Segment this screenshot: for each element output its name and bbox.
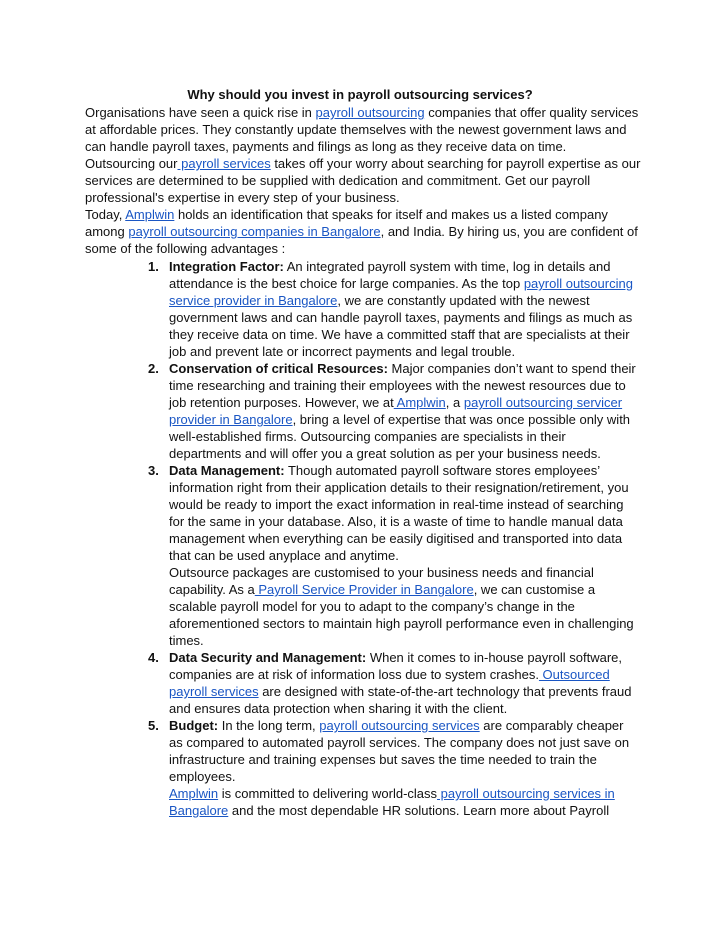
text-run: , a	[445, 395, 464, 410]
list-item	[118, 462, 638, 649]
intro-paragraph-3	[85, 206, 645, 257]
page-title: Why should you invest in payroll outsourcing services?	[187, 87, 533, 102]
list-number: 5.	[148, 718, 159, 733]
text-run: Outsource packages are customised to your business needs and financial capability. As a	[169, 565, 594, 597]
text-run: Major companies don’t want to spend their time researching and training their employees with the newest resources due to job retention purposes. However, we at	[169, 361, 636, 410]
text-run: Outsourcing our	[85, 156, 178, 171]
link-payroll-service-provider-bangalore[interactable]: Payroll Service Provider in Bangalore	[254, 582, 474, 597]
item-paragraph-continued	[169, 785, 638, 819]
text-run: are designed with state-of-the-art technology that prevents fraud and ensures data protection when sharing it with the client.	[169, 684, 632, 716]
item-heading: Integration Factor:	[169, 259, 284, 274]
item-heading: Data Management:	[169, 463, 285, 478]
text-run: is committed to delivering world-class	[218, 786, 438, 801]
list-item	[118, 258, 638, 360]
text-run: takes off your worry about searching for payroll expertise as our services are determined to be supplied with dedication and commitment. Get our payroll professional's expertise in every step of your business.	[85, 156, 641, 205]
link-amplwin[interactable]: Amplwin	[169, 786, 219, 801]
item-heading: Data Security and Management:	[169, 650, 367, 665]
link-amplwin[interactable]: Amplwin	[393, 395, 446, 410]
text-run: are comparably cheaper as compared to automated payroll services. The company does not just save on infrastructure and training expenses but saves the time needed to train the employees.	[169, 718, 630, 784]
item-heading: Budget:	[169, 718, 219, 733]
link-payroll-companies-bangalore[interactable]: payroll outsourcing companies in Bangalore	[128, 224, 381, 239]
link-payroll-outsourcing-services-bangalore[interactable]: payroll outsourcing services in Bangalore	[169, 786, 615, 818]
link-outsourced-payroll-services[interactable]: Outsourced payroll services	[169, 667, 610, 699]
text-run: companies that offer quality services at affordable prices. They constantly update themselves with the newest government laws and can handle payroll taxes, payments and filings as long as they receive data on time.	[85, 105, 639, 154]
link-amplwin[interactable]: Amplwin	[125, 207, 175, 222]
item-paragraph	[169, 649, 638, 717]
text-run: , we can customise a scalable payroll model for you to adapt to the company’s change in the aforementioned sectors to maintain high payroll performance even in challenging times.	[169, 582, 634, 648]
item-paragraph	[169, 717, 638, 785]
list-item	[118, 360, 638, 462]
link-payroll-outsourcing-services[interactable]: payroll outsourcing services	[319, 718, 480, 733]
intro-section	[85, 104, 645, 257]
link-service-provider-bangalore[interactable]: payroll outsourcing service provider in Bangalore	[169, 276, 633, 308]
text-run: When it comes to in-house payroll software, companies are at risk of information loss due to system crashes.	[169, 650, 622, 682]
link-payroll-outsourcing[interactable]: payroll outsourcing	[315, 105, 425, 120]
list-number: 4.	[148, 650, 159, 665]
advantages-list	[118, 258, 638, 819]
text-run: Organisations have seen a quick rise in	[85, 105, 316, 120]
text-run: In the long term,	[218, 718, 320, 733]
intro-paragraph-1	[85, 104, 645, 155]
list-item	[118, 717, 638, 819]
item-paragraph	[169, 360, 638, 462]
link-payroll-services[interactable]: payroll services	[177, 156, 271, 171]
item-paragraph	[169, 462, 638, 564]
item-paragraph-continued	[169, 564, 638, 649]
text-run: holds an identification that speaks for itself and makes us a listed company among	[85, 207, 608, 239]
list-item	[118, 649, 638, 717]
text-run: An integrated payroll system with time, log in details and attendance is the best choice for large companies. As the top	[169, 259, 611, 291]
text-run: , we are constantly updated with the newest government laws and can handle payroll taxes, payments and filings as much as they receive data on time. We have a committed staff that are specialists at their job and prevent late or incorrect payments and legal trouble.	[169, 293, 633, 359]
text-run: , bring a level of expertise that was once possible only with well-established firms. Outsourcing companies are specialists in their departments and will offer you a great solution as per your business needs.	[169, 412, 631, 461]
intro-paragraph-2	[85, 155, 645, 206]
text-run: Today,	[85, 207, 126, 222]
text-run: Though automated payroll software stores employees’ information right from their application details to their resignation/retirement, you would be ready to import the exact information in real-time instead of searching for the same in your database. Also, it is a waste of time to handle manual data management when everything can be easily digitised and transported into data that can be used anyplace and anytime.	[169, 463, 629, 563]
list-number: 1.	[148, 259, 159, 274]
item-heading: Conservation of critical Resources:	[169, 361, 388, 376]
link-servicer-provider-bangalore[interactable]: payroll outsourcing servicer provider in Bangalore	[169, 395, 623, 427]
text-run: , and India. By hiring us, you are confident of some of the following advantages :	[85, 224, 638, 256]
item-paragraph	[169, 258, 638, 360]
text-run: and the most dependable HR solutions. Learn more about Payroll	[228, 803, 610, 818]
list-number: 2.	[148, 361, 159, 376]
list-number: 3.	[148, 463, 159, 478]
